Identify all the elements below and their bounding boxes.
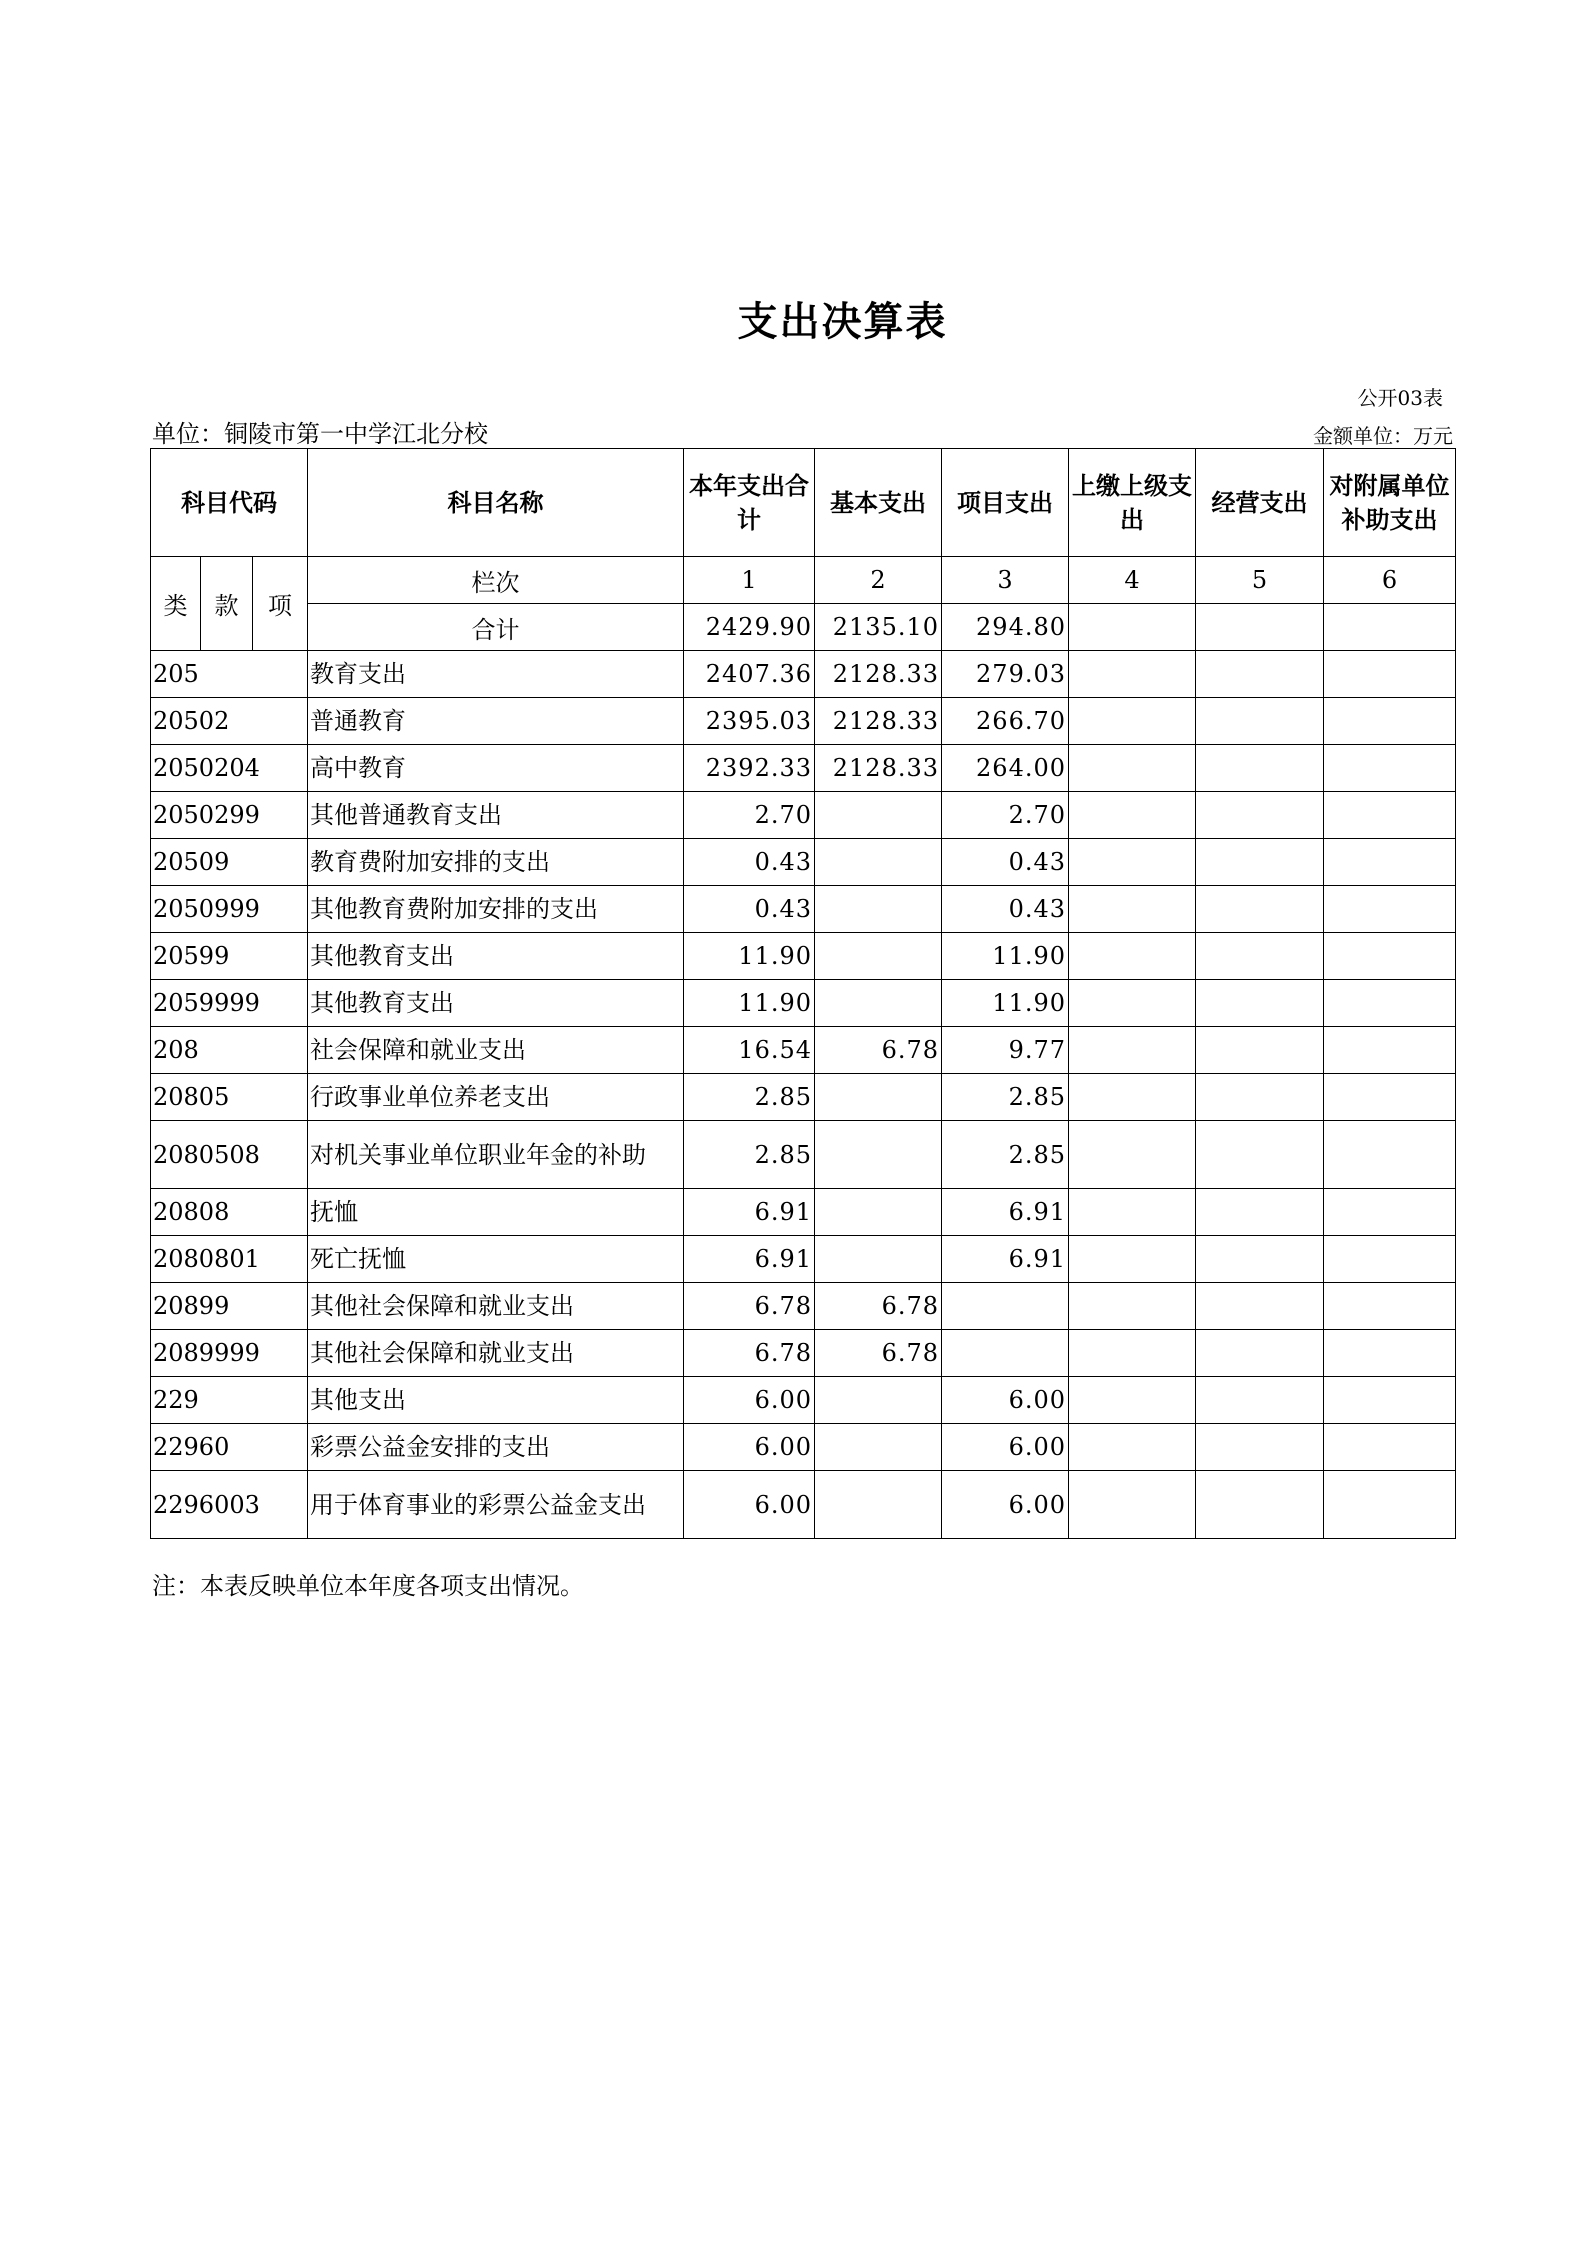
- subject-name: 用于体育事业的彩票公益金支出: [308, 1471, 684, 1539]
- unit-label: 单位：铜陵市第一中学江北分校: [152, 420, 488, 448]
- subsidy-cell: [1324, 1377, 1456, 1424]
- basic-cell: [815, 1074, 942, 1121]
- subject-code: 20805: [151, 1074, 308, 1121]
- subject-code: 2080508: [151, 1121, 308, 1189]
- expenditure-table: [150, 448, 1456, 1539]
- basic-cell: 2128.33: [815, 651, 942, 698]
- subsidy-cell: [1324, 1189, 1456, 1236]
- business-cell: [1196, 1074, 1324, 1121]
- total-cell: 6.00: [684, 1377, 815, 1424]
- total-cell: 2392.33: [684, 745, 815, 792]
- total-cell: 0.43: [684, 886, 815, 933]
- upper-cell: [1069, 651, 1196, 698]
- upper-cell: [1069, 1189, 1196, 1236]
- subject-name: 教育支出: [308, 651, 684, 698]
- page-title: 支出决算表: [737, 299, 948, 345]
- total-cell: 2.85: [684, 1074, 815, 1121]
- subsidy-cell: [1324, 1027, 1456, 1074]
- subject-name: 其他普通教育支出: [308, 792, 684, 839]
- table-row: [151, 1377, 1456, 1424]
- business-cell: [1196, 792, 1324, 839]
- subject-name: 其他社会保障和就业支出: [308, 1283, 684, 1330]
- subject-code: 20509: [151, 839, 308, 886]
- project-cell: 6.00: [942, 1424, 1069, 1471]
- business-cell: [1196, 1424, 1324, 1471]
- total-cell: 2.85: [684, 1121, 815, 1189]
- subject-name: 其他教育支出: [308, 980, 684, 1027]
- subsidy-cell: [1324, 933, 1456, 980]
- total-business-cell: [1196, 604, 1324, 651]
- subject-code: 2050999: [151, 886, 308, 933]
- project-cell: 264.00: [942, 745, 1069, 792]
- table-row: [151, 745, 1456, 792]
- upper-cell: [1069, 1283, 1196, 1330]
- subject-name: 彩票公益金安排的支出: [308, 1424, 684, 1471]
- subject-code: 2059999: [151, 980, 308, 1027]
- business-cell: [1196, 1330, 1324, 1377]
- project-cell: 11.90: [942, 980, 1069, 1027]
- upper-cell: [1069, 745, 1196, 792]
- total-cell: 6.00: [684, 1424, 815, 1471]
- upper-cell: [1069, 792, 1196, 839]
- business-cell: [1196, 933, 1324, 980]
- total-subsidy-cell: [1324, 604, 1456, 651]
- table-row: [151, 1330, 1456, 1377]
- subject-name: 其他教育支出: [308, 933, 684, 980]
- business-cell: [1196, 1121, 1324, 1189]
- subject-code: 208: [151, 1027, 308, 1074]
- subsidy-cell: [1324, 1471, 1456, 1539]
- header-project: 项目支出: [942, 449, 1069, 557]
- table-row: [151, 886, 1456, 933]
- table-row: [151, 933, 1456, 980]
- business-cell: [1196, 1377, 1324, 1424]
- total-cell: 11.90: [684, 933, 815, 980]
- upper-cell: [1069, 886, 1196, 933]
- basic-cell: [815, 839, 942, 886]
- total-cell: 6.00: [684, 1471, 815, 1539]
- subject-name: 高中教育: [308, 745, 684, 792]
- subsidy-cell: [1324, 980, 1456, 1027]
- header-basic: 基本支出: [815, 449, 942, 557]
- project-cell: 6.00: [942, 1377, 1069, 1424]
- amount-unit: 金额单位：万元: [1313, 424, 1453, 448]
- subject-code: 20899: [151, 1283, 308, 1330]
- total-cell: 2429.90: [684, 604, 815, 651]
- basic-cell: [815, 1424, 942, 1471]
- table-row: [151, 1074, 1456, 1121]
- form-number: 公开03表: [1357, 386, 1443, 410]
- business-cell: [1196, 1283, 1324, 1330]
- subject-code: 2050299: [151, 792, 308, 839]
- project-cell: 2.85: [942, 1121, 1069, 1189]
- upper-cell: [1069, 839, 1196, 886]
- upper-cell: [1069, 1424, 1196, 1471]
- col-num: 2: [815, 557, 942, 604]
- table-row: [151, 980, 1456, 1027]
- total-upper-cell: [1069, 604, 1196, 651]
- subsidy-cell: [1324, 1236, 1456, 1283]
- upper-cell: [1069, 1236, 1196, 1283]
- project-cell: 2.70: [942, 792, 1069, 839]
- subject-name: 对机关事业单位职业年金的补助: [308, 1121, 684, 1189]
- business-cell: [1196, 1236, 1324, 1283]
- business-cell: [1196, 886, 1324, 933]
- basic-cell: [815, 933, 942, 980]
- subject-name: 普通教育: [308, 698, 684, 745]
- table-row: [151, 1471, 1456, 1539]
- total-cell: 0.43: [684, 839, 815, 886]
- subsidy-cell: [1324, 792, 1456, 839]
- subject-name: 行政事业单位养老支出: [308, 1074, 684, 1121]
- project-cell: 0.43: [942, 839, 1069, 886]
- subsidy-cell: [1324, 698, 1456, 745]
- subsidy-cell: [1324, 1074, 1456, 1121]
- subject-code: 20502: [151, 698, 308, 745]
- project-cell: 6.00: [942, 1471, 1069, 1539]
- upper-cell: [1069, 1330, 1196, 1377]
- project-cell: 0.43: [942, 886, 1069, 933]
- business-cell: [1196, 1189, 1324, 1236]
- col-num: 4: [1069, 557, 1196, 604]
- project-cell: [942, 1330, 1069, 1377]
- subject-code: 2080801: [151, 1236, 308, 1283]
- total-label: 合计: [308, 604, 684, 651]
- subject-code: 2050204: [151, 745, 308, 792]
- upper-cell: [1069, 1471, 1196, 1539]
- header-row: [151, 449, 1456, 557]
- header-lei: 类: [151, 557, 201, 651]
- subject-name: 其他教育费附加安排的支出: [308, 886, 684, 933]
- subsidy-cell: [1324, 839, 1456, 886]
- subject-name: 抚恤: [308, 1189, 684, 1236]
- subject-code: 205: [151, 651, 308, 698]
- basic-cell: [815, 886, 942, 933]
- total-basic-cell: 2135.10: [815, 604, 942, 651]
- header-name: 科目名称: [308, 449, 684, 557]
- total-row: [151, 604, 1456, 651]
- subsidy-cell: [1324, 1121, 1456, 1189]
- subsidy-cell: [1324, 1330, 1456, 1377]
- table-row: [151, 1424, 1456, 1471]
- subject-name: 死亡抚恤: [308, 1236, 684, 1283]
- basic-cell: 6.78: [815, 1283, 942, 1330]
- project-cell: [942, 1283, 1069, 1330]
- header-total: 本年支出合计: [684, 449, 815, 557]
- subject-name: 社会保障和就业支出: [308, 1027, 684, 1074]
- column-label: 栏次: [308, 557, 684, 604]
- table-row: [151, 839, 1456, 886]
- subject-code: 229: [151, 1377, 308, 1424]
- subject-name: 其他支出: [308, 1377, 684, 1424]
- basic-cell: [815, 1121, 942, 1189]
- upper-cell: [1069, 1121, 1196, 1189]
- header-upper: 上缴上级支出: [1069, 449, 1196, 557]
- header-xiang: 项: [253, 557, 308, 651]
- subsidy-cell: [1324, 1424, 1456, 1471]
- subject-name: 教育费附加安排的支出: [308, 839, 684, 886]
- subject-code: 2296003: [151, 1471, 308, 1539]
- header-business: 经营支出: [1196, 449, 1324, 557]
- business-cell: [1196, 1471, 1324, 1539]
- table-note: 注：本表反映单位本年度各项支出情况。: [152, 1572, 584, 1600]
- project-cell: 6.91: [942, 1189, 1069, 1236]
- col-num: 1: [684, 557, 815, 604]
- header-code: 科目代码: [151, 449, 308, 557]
- col-num: 3: [942, 557, 1069, 604]
- subject-code: 20808: [151, 1189, 308, 1236]
- upper-cell: [1069, 980, 1196, 1027]
- table-row: [151, 1189, 1456, 1236]
- table-row: [151, 1027, 1456, 1074]
- subsidy-cell: [1324, 886, 1456, 933]
- table-row: [151, 651, 1456, 698]
- business-cell: [1196, 745, 1324, 792]
- table-row: [151, 1236, 1456, 1283]
- project-cell: 6.91: [942, 1236, 1069, 1283]
- col-num: 5: [1196, 557, 1324, 604]
- subject-code: 20599: [151, 933, 308, 980]
- total-project-cell: 294.80: [942, 604, 1069, 651]
- basic-cell: [815, 980, 942, 1027]
- basic-cell: 6.78: [815, 1330, 942, 1377]
- basic-cell: 2128.33: [815, 745, 942, 792]
- basic-cell: [815, 1189, 942, 1236]
- subsidy-cell: [1324, 1283, 1456, 1330]
- basic-cell: 6.78: [815, 1027, 942, 1074]
- business-cell: [1196, 839, 1324, 886]
- total-cell: 16.54: [684, 1027, 815, 1074]
- total-cell: 6.78: [684, 1330, 815, 1377]
- upper-cell: [1069, 698, 1196, 745]
- total-cell: 11.90: [684, 980, 815, 1027]
- subject-code: 2089999: [151, 1330, 308, 1377]
- basic-cell: [815, 792, 942, 839]
- subject-code: 22960: [151, 1424, 308, 1471]
- subsidy-cell: [1324, 745, 1456, 792]
- project-cell: 279.03: [942, 651, 1069, 698]
- header-subsidy: 对附属单位补助支出: [1324, 449, 1456, 557]
- business-cell: [1196, 651, 1324, 698]
- total-cell: 2.70: [684, 792, 815, 839]
- total-cell: 2407.36: [684, 651, 815, 698]
- total-cell: 6.91: [684, 1236, 815, 1283]
- total-cell: 6.91: [684, 1189, 815, 1236]
- col-num: 6: [1324, 557, 1456, 604]
- total-cell: 6.78: [684, 1283, 815, 1330]
- basic-cell: [815, 1471, 942, 1539]
- subsidy-cell: [1324, 651, 1456, 698]
- basic-cell: [815, 1236, 942, 1283]
- upper-cell: [1069, 1027, 1196, 1074]
- business-cell: [1196, 980, 1324, 1027]
- subject-name: 其他社会保障和就业支出: [308, 1330, 684, 1377]
- project-cell: 9.77: [942, 1027, 1069, 1074]
- upper-cell: [1069, 933, 1196, 980]
- basic-cell: 2128.33: [815, 698, 942, 745]
- header-kuan: 款: [201, 557, 253, 651]
- column-number-row: [151, 557, 1456, 604]
- upper-cell: [1069, 1377, 1196, 1424]
- business-cell: [1196, 698, 1324, 745]
- basic-cell: [815, 1377, 942, 1424]
- project-cell: 2.85: [942, 1074, 1069, 1121]
- table-row: [151, 792, 1456, 839]
- project-cell: 11.90: [942, 933, 1069, 980]
- table-row: [151, 1283, 1456, 1330]
- project-cell: 266.70: [942, 698, 1069, 745]
- table-row: [151, 1121, 1456, 1189]
- total-cell: 2395.03: [684, 698, 815, 745]
- business-cell: [1196, 1027, 1324, 1074]
- upper-cell: [1069, 1074, 1196, 1121]
- table-row: [151, 698, 1456, 745]
